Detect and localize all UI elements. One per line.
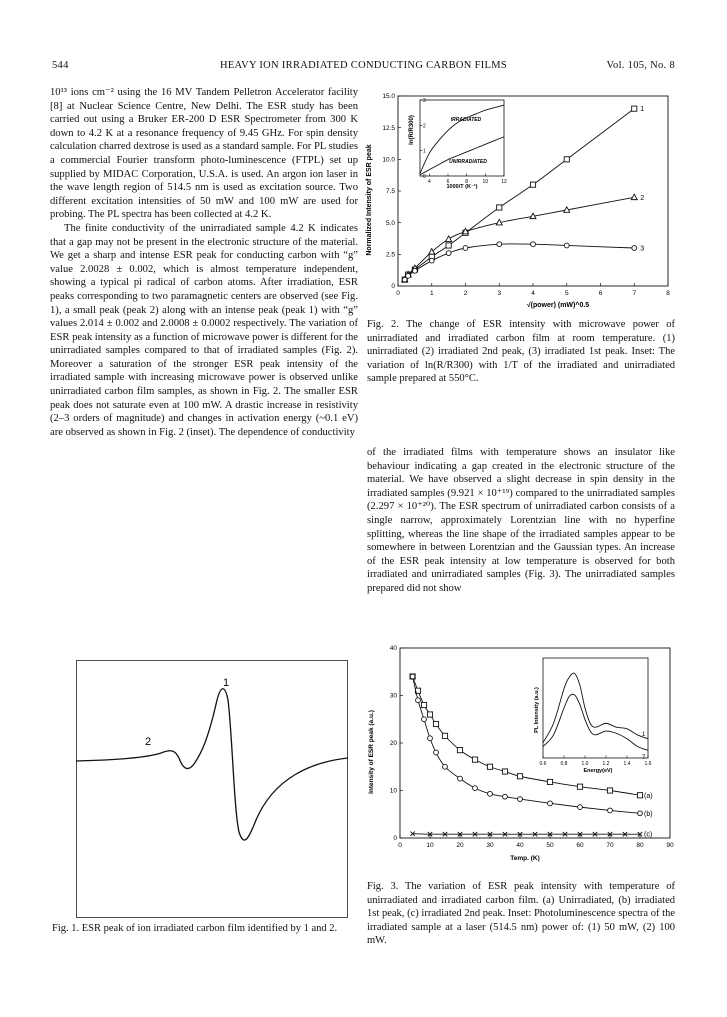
fig3-point [458,776,463,781]
fig2-point [406,273,411,278]
fig2-ytick-label: 10.0 [382,156,395,164]
fig3-caption: Fig. 3. The variation of ESR peak intensity with temperature of unirradiated and irradiated carbon film. (a) Unirradiated, (b) irradiated 1st peak, (c) irradiated 2nd peak. Inset: Photoluminescence spectra of the irradiated sample at a laser (514.5 nm) power of: (1) 50 mW, (2) 100 mW. [367,881,675,947]
fig3-xtick-label: 80 [636,842,644,849]
fig3-inset-series-label: 1 [642,731,646,738]
fig3-point [547,779,552,784]
fig3-point [428,736,433,741]
fig3-ylabel: Intensity of ESR peak (a.u.) [368,710,375,794]
fig3-xtick-label: 0 [398,842,402,849]
fig2-point [463,246,468,251]
fig3-point [434,750,439,755]
fig2-inset-ylabel: ln(R/R300) [409,115,415,145]
fig3-point [488,791,493,796]
fig3-ytick-label: 40 [389,645,397,653]
paragraph: of the irradiated films with temperature shows an insulator like behaviour indicating a gap created in the electronic structure of the material. We have observed a slight decrease in spin density in the irradiated samples (9.921 × 10⁺¹⁹) compared to the unirradiated samples (2.297 × 10⁺²⁰). The ESR spectrum of unirradiated carbon consists of a single narrow, approximately Lorentzian line with no hyperfine splitting, whereas the line shape of the irradiated samples appear to be somewhere in between Lorentzian and the Gaussian types. An increase of the ESR peak intensity at low temperature is observed for both irradiated and unirradiated samples (Fig. 3). The unirradiated samples prepared did not show [367,447,675,594]
fig3-point [548,801,553,806]
fig2-point [446,236,452,242]
fig3-inset-xtick-label: 1.6 [644,761,652,767]
fig2-xtick-label: 5 [564,290,569,297]
fig3-series-label: (b) [644,810,653,818]
fig2-point [530,182,535,187]
fig3-xtick-label: 70 [606,842,614,849]
fig2-inset-xlabel: 1000/T (K⁻¹) [446,184,478,190]
fig2-xtick-label: 0 [396,290,400,297]
fig2-chart [358,88,678,313]
fig3-point [421,702,426,707]
fig2-inset-ytick-label: 0 [423,174,426,180]
fig3-point [518,797,523,802]
fig3-series-line [413,834,640,835]
fig2-ytick-label: 2.5 [385,251,395,259]
fig3-ytick-label: 30 [389,692,397,700]
fig2-inset-ytick-label: 3 [423,98,426,104]
fig2-series-line [405,244,635,280]
fig2-point [446,243,451,248]
fig2-xtick-label: 2 [463,290,468,297]
fig3-point [578,805,583,810]
fig3-xtick-label: 20 [456,842,464,849]
volume-info: Vol. 105, No. 8 [606,60,675,71]
fig2-inset-xtick-label: 12 [501,179,507,185]
fig2-ytick-label: 7.5 [385,188,395,196]
fig2-caption: Fig. 2. The change of ESR intensity with microwave power of unirradiated and irradiated carbon film at room temperature. (1) unirradiated (2) irradiated 2nd peak, (3) irradiated 1st peak. Inset: The variation of ln(R/R300) with 1/T of the irradiated and unirradiated sample prepared at 550°C. [367,319,675,385]
fig3-point [416,698,421,703]
fig3-ytick-label: 20 [389,740,397,748]
fig2-point [429,258,434,263]
fig3-xlabel: Temp. (K) [510,855,540,862]
fig3-point [422,717,427,722]
fig3-point [607,788,612,793]
fig2-xtick-label: 1 [429,290,434,297]
fig3-point [577,784,582,789]
paragraph: 10¹³ ions cm⁻² using the 16 MV Tandem Pelletron Accelerator facility [8] at Nuclear Science Centre, New Delhi. The ESR study has been carried out using a Bruker ER-200 D ESR Spectrometer from 300 K down to 4.2 K at a resonance frequency of 9.45 GHz. For spin density calculation charred dextrose is used as a standard sample. For PL studies a commercial Fourier transform photo-luminescence (FTPL) set up supplied by MIDAC Corporation, U.S.A. is used. An argon ion laser in the wave length region of 514.5 nm is used as excitation source. Two different excitation intensities of 50 mW and 100 mW are used for probing. The PL spectra has been collected at 4.2 K. [50,87,358,221]
running-header [52,60,675,76]
fig3-xtick-label: 90 [666,842,674,849]
fig3-point [472,757,477,762]
fig2-inset-xtick-label: 8 [465,179,469,185]
fig3-chart [360,640,680,865]
fig3-inset-xtick-label: 0.6 [539,761,547,767]
fig2-point [531,242,536,247]
fig3-point [457,748,462,753]
fig2-ytick-label: 15.0 [382,93,395,101]
fig2-ytick-label: 5.0 [385,219,395,227]
fig2-inset-xtick-label: 10 [482,179,489,185]
fig3-inset-series-label: 2 [642,754,646,761]
fig1-spectrum [76,660,348,918]
fig3-point [608,808,613,813]
fig2-xtick-label: 8 [666,290,670,297]
fig3-inset-xtick-label: 1.2 [602,761,610,767]
fig2-series-line [405,197,635,279]
page-number: 544 [52,60,69,71]
fig2-point [497,242,502,247]
fig2-xlabel: √(power) (mW)^0.5 [526,302,590,309]
fig3-xtick-label: 40 [516,842,524,849]
fig3-point [502,769,507,774]
fig3-point [433,721,438,726]
fig3-point [410,674,415,679]
fig2-xtick-label: 6 [598,290,603,297]
fig2-point [412,268,417,273]
fig3-point [638,811,643,816]
fig2-ylabel: Normalized Intensity of ESR peak [366,144,373,256]
fig2-point [564,243,569,248]
right-column-text [367,446,675,596]
fig1-label-peak2: 2 [144,736,152,748]
fig3-xtick-label: 60 [576,842,584,849]
fig2-point [632,246,637,251]
fig2-inset-ytick-label: 2 [423,123,426,130]
fig3-inset-ylabel: PL Intensity (a.u.) [534,687,540,733]
fig3-point [637,793,642,798]
fig3-point [442,733,447,738]
fig2-series-label: 3 [640,245,645,253]
fig1-esr-curve [76,689,348,840]
fig3-xtick-label: 50 [546,842,554,849]
fig2-inset-xtick-label: 4 [427,179,431,185]
fig2-series-label: 1 [640,106,645,114]
fig2-point [497,205,502,210]
fig3-series-label: (c) [644,831,653,839]
fig3-inset-xtick-label: 1.0 [581,761,589,767]
fig2-inset-label-unirr: UNIRRADIATED [449,159,487,165]
left-column-text [50,86,358,439]
fig3-point [443,764,448,769]
fig3-inset-xlabel: Energy(eV) [583,768,613,774]
fig3-point [503,794,508,799]
fig3-xtick-label: 30 [486,842,494,849]
fig2-point [632,106,637,111]
paragraph: The finite conductivity of the unirradiated sample 4.2 K indicates that a gap may not be present in the electronic structure of the material. We get a sharp and intense ESR peak for conducting carbon with “g” value 2.0028 ± 0.002, which is almost temperature independent, showing a typical pi radical of carbon atoms. After irradiation, ESR peaks corresponding to two paramagnetic centers are observed (see Fig. 1), a small peak (peak 2) along with an intense peak (peak 1) with “g” values 2.014 ± 0.002 and 2.0008 ± 0.0002 respectively. The variation of ESR peak intensity as a function of microwave power is different for the unirradiated samples compared to that of irradiated samples (Fig. 2). Moreover a saturation of the stronger ESR peak intensity of the irradiated sample with increasing microwave power is observed unlike unirradiated carbon film samples, as shown in Fig. 2. The smaller ESR peak does not saturate even at 100 mW. A drastic increase in resistivity (2–3 orders of magnitude) and changes in activation energy (~0.1 eV) are observed as shown in Fig. 2 (inset). The dependence of conductivity [50,222,358,438]
running-title: HEAVY ION IRRADIATED CONDUCTING CARBON FILMS [219,60,508,71]
fig1-caption: Fig. 1. ESR peak of ion irradiated carbon film identified by 1 and 2. [52,923,338,934]
fig2-inset-xtick-label: 6 [446,179,450,185]
fig3-point [427,712,432,717]
fig2-point [564,157,569,162]
fig1-label-peak1: 1 [222,677,230,689]
fig3-inset-xtick-label: 1.4 [623,761,631,767]
fig3-ytick-label: 10 [389,787,397,795]
fig3-series-label: (a) [644,792,653,800]
fig2-xtick-label: 3 [497,290,502,297]
fig3-point [473,786,478,791]
fig3-xtick-label: 10 [426,842,434,849]
fig2-inset-label-irr: IRRADIATED [450,117,482,123]
fig3-ytick-label: 0 [393,835,397,843]
fig2-series-label: 2 [640,194,645,202]
fig2-ytick-label: 0 [391,283,395,291]
fig3-point [517,774,522,779]
fig2-xtick-label: 4 [531,290,535,297]
fig2-point [446,251,451,256]
fig2-inset-ytick-label: 1 [423,148,426,155]
fig2-ytick-label: 12.5 [382,124,395,132]
fig3-inset-xtick-label: 0.8 [560,761,568,767]
fig2-point [631,194,637,200]
fig2-xtick-label: 7 [632,290,637,297]
fig3-point [487,764,492,769]
